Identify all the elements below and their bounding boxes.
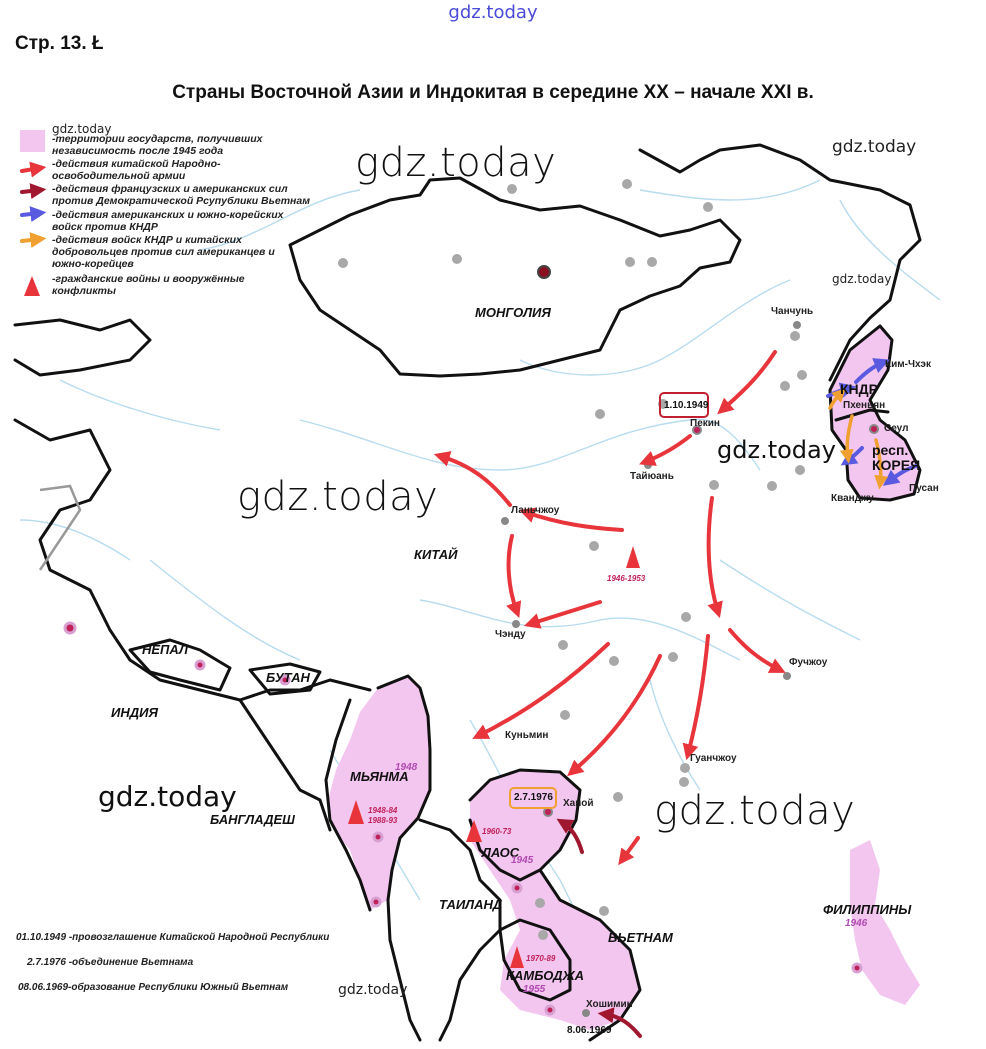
page-label: Стр. 13. Ł: [15, 33, 104, 54]
watermark: gdz.today: [338, 982, 408, 998]
country-label-laos: ЛАОС: [482, 845, 520, 860]
city-label-busan: Пусан: [909, 483, 939, 494]
city-label-changchun: Чанчунь: [771, 306, 814, 317]
conflict-years-cambodia: 1970-89: [526, 954, 556, 963]
legend-item-territory: -территории государств, получивших независимость после 1945 года: [52, 133, 263, 157]
arrow-to-chengdu: [530, 602, 600, 624]
country-label-rok-1: респ.: [872, 442, 909, 458]
city-label-hochiminh: Хошимин: [586, 999, 633, 1010]
country-label-cambodia: КАМБОДЖА: [506, 968, 585, 983]
city-label-hanoi: Ханой: [563, 798, 594, 809]
country-label-dprk: КНДР: [840, 381, 878, 397]
arrow-south-1: [709, 498, 718, 612]
conflict-years-laos: 1960-73: [482, 827, 512, 836]
date-label-beijing: 1.10.1949: [664, 400, 709, 411]
arrow-to-guangzhou: [688, 636, 708, 754]
arrow-to-hanoi: [572, 656, 660, 772]
country-label-philippines: ФИЛИППИНЫ: [823, 902, 912, 917]
legend-item-fr-us: -действия французских и американских сил против Демократической Рсупублики Вьетнам: [52, 183, 311, 207]
arrow-south-vietnam: [622, 838, 638, 860]
city-label-lanzhou: Ланьчжоу: [511, 505, 560, 516]
conflict-years-myanmar-1: 1948-84: [368, 806, 398, 815]
watermark: gdz.today: [98, 780, 237, 813]
city-label-beijing: Пекин: [690, 418, 720, 429]
watermark: gdz.today: [237, 474, 439, 520]
city-label-kunming: Куньмин: [505, 730, 549, 741]
triangle-legend: [24, 276, 40, 296]
date-label-hanoi: 2.7.1976: [514, 792, 553, 803]
watermark: gdz.today: [717, 436, 836, 464]
country-label-myanmar: МЬЯНМА: [350, 769, 409, 784]
myanmar-territory: [328, 676, 430, 910]
city-label-kimchaek: Ким-Чхэк: [885, 359, 931, 370]
city-label-pyongyang: Пхеньян: [843, 400, 886, 411]
country-label-india: ИНДИЯ: [111, 705, 158, 720]
country-label-bangladesh: БАНГЛАДЕШ: [210, 812, 295, 827]
city-label-chengdu: Чэнду: [495, 629, 526, 640]
watermark-top: gdz.today: [448, 2, 538, 23]
city-label-gwangju: Кванджу: [831, 493, 874, 504]
country-label-mongolia: МОНГОЛИЯ: [475, 305, 551, 320]
arrow-changchun-beijing: [722, 352, 775, 410]
triangle-china: [626, 546, 640, 568]
mongolia-border: [290, 178, 740, 376]
legend-item-conflicts: -гражданские войны и вооружённые конфликты: [52, 273, 245, 297]
city-label-guangzhou: Гуанчжоу: [690, 753, 737, 764]
map-title: Страны Восточной Азии и Индокитая в середине XX – начале XXI в.: [172, 82, 814, 103]
year-laos: 1945: [511, 855, 534, 866]
country-label-rok-2: КОРЕЯ: [872, 457, 921, 473]
legend-pink-swatch: [20, 130, 45, 152]
conflict-years-myanmar-2: 1988-93: [368, 816, 398, 825]
year-cambodia: 1955: [523, 984, 546, 995]
watermark: gdz.today: [355, 140, 557, 186]
watermark: gdz.today: [832, 272, 892, 286]
note-prc: 01.10.1949 -провозглашение Китайской Народной Республики: [16, 932, 330, 943]
country-label-thailand: ТАИЛАНД: [439, 897, 503, 912]
year-philippines: 1946: [845, 918, 868, 929]
west-border: [15, 420, 370, 700]
legend-item-us-rok: -действия американских и южно-корейских войск против КНДР: [52, 209, 284, 233]
date-label-hochiminh: 8.06.1969: [567, 1025, 612, 1036]
legend-item-dprk: -действия войск КНДР и китайских добровольцев против сил американцев и южно-корейцев: [52, 234, 275, 270]
watermark: gdz.today: [654, 788, 856, 834]
note-vietnam-unification: 2.7.1976 -объединение Вьетнама: [27, 957, 194, 968]
arrow-lanzhou-west: [440, 456, 510, 505]
bangladesh-border: [240, 700, 330, 830]
arrow-to-kunming: [478, 644, 608, 736]
city-label-taiyuan: Тайюань: [630, 471, 674, 482]
arrow-to-fuzhou: [730, 630, 780, 670]
india-north-border: [15, 320, 150, 375]
legend-item-pla: -действия китайской Народно-освободительной армии: [52, 158, 221, 182]
legend-arrows: [22, 168, 40, 241]
conflict-years-china: 1946-1953: [607, 574, 646, 583]
year-myanmar: 1948: [395, 762, 418, 773]
arrow-lanzhou-chengdu: [509, 536, 517, 612]
country-label-vietnam: ВЬЕТНАМ: [608, 930, 673, 945]
watermark: gdz.today: [832, 137, 917, 157]
city-label-seoul: Сеул: [884, 423, 909, 434]
country-label-nepal: НЕПАЛ: [142, 642, 188, 657]
legend-watermark: gdz.today: [52, 122, 112, 136]
city-label-fuzhou: Фучжоу: [789, 657, 828, 668]
arrow-beijing-taiyuan: [645, 436, 690, 462]
country-label-china: КИТАЙ: [414, 547, 458, 562]
note-south-vietnam: 08.06.1969-образование Республики Южный Вьетнам: [18, 982, 289, 993]
country-label-bhutan: БУТАН: [266, 670, 310, 685]
